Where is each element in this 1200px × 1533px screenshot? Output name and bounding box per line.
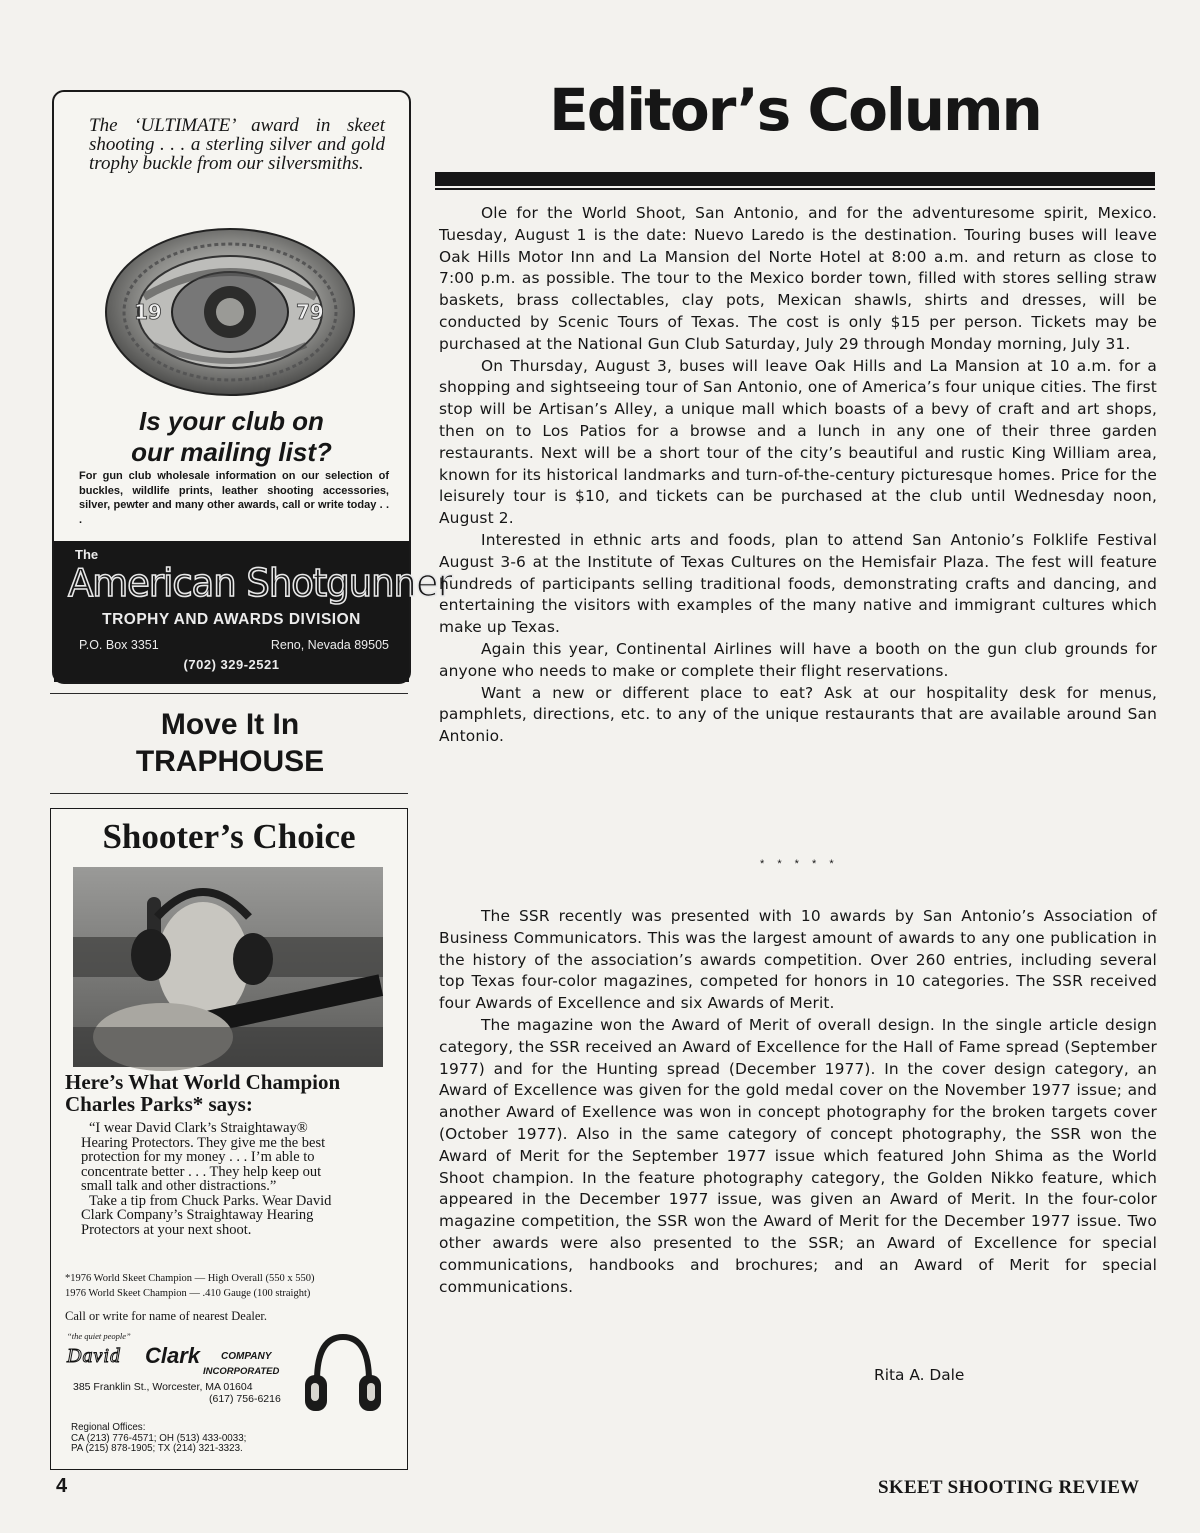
champion-subtitle-line2: Charles Parks* says: (65, 1092, 253, 1116)
editors-column-heading: Editor’s Column (549, 76, 1041, 144)
clark-phone: (617) 756-6216 (209, 1393, 281, 1405)
shotgunner-address (79, 638, 389, 652)
paragraph: The magazine won the Award of Merit of overall design. In the single article design category, the SSR received an Award of Excellence for the Hall of Fame spread (September 1977) and for the Hunting spread (December 1977). In the cover design category, an Award of Excellence was given for the gold medal cover on the November 1977 issue; and another Award of Exellence was won in concept photography for the broken targets cover (October 1977). Also in the same category of concept photography, the SSR won the Award of Merit for the September 1977 issue which featured John Shima as the World Shoot champion. In the feature photography category, the Golden Nikko feature, which appeared in the December 1977 issue, was given an Award of Merit. In the four-color magazine competition, the SSR won the Award of Merit for the December 1977 issue. Two other awards were also presented to the SSR; an Award of Excellence for special communications, handbooks and brochures; and an Award of Merit for special communications. (439, 1015, 1157, 1296)
buckle-year-right: 79 (296, 300, 324, 324)
paragraph: Ole for the World Shoot, San Antonio, and for the adventuresome spirit, Mexico. Tuesday, August 1 is the date: Nuevo Laredo is the destination. Touring buses will leave Oak Hills Motor Inn and La Mansion del Norte Hotel at 8:00 a.m. and return as close to 7:00 p.m. as possible. The tour to the Mexico border town, filled with stores selling straw baskets, brass collectables, clay pots, Mexican shawls, shirts and dresses, will be conducted by Scenic Tours of Texas. The cost is only $15 per person. Tickets may be purchased at the National Gun Club Saturday, July 29 through Monday morning, July 31. (439, 204, 1157, 353)
american-shotgunner-logo: American Shotgunner (68, 561, 452, 605)
traphouse-notice (50, 706, 410, 780)
article-part-1 (439, 203, 1157, 748)
shooters-choice-title: Shooter’s Choice (102, 817, 356, 856)
regional-line2: PA (215) 878-1905; TX (214) 321-3323. (71, 1443, 243, 1454)
paragraph: On Thursday, August 3, buses will leave Oak Hills and La Mansion at 10 a.m. for a shopping and sightseeing tour of San Antonio, one of America’s four unique cities. The first stop will be Artisan’s Alley, a unique mall which boasts of a bevy of craft and art shops, then on to Los Patios for a browse and a lunch in any one of their three garden restaurants. Next will be a short tour of the city’s beautiful and rustic King William area, known for its historical landmarks and turn-of-the-century picturesque homes. Price for the leisurely tour is $10, and tickets can be purchased at the club until Wednesday noon, August 2. (439, 356, 1157, 528)
brand-david: David (67, 1345, 121, 1367)
brand-prefix: The (75, 547, 99, 562)
shotgunner-phone: (702) 329-2521 (183, 657, 280, 672)
heading-rule-thin (435, 188, 1155, 190)
buckle-ad-headline (54, 406, 409, 468)
footnote-2: 1976 World Skeet Champion — .410 Gauge (100 straight) (65, 1288, 311, 1299)
brand-incorporated: INCORPORATED (203, 1366, 280, 1377)
publication-footer: SKEET SHOOTING REVIEW (878, 1477, 1140, 1498)
buckle-ad-headline-line1: Is your club on (139, 406, 324, 436)
regional-line1: CA (213) 776-4571; OH (513) 433-0033; (71, 1432, 247, 1444)
clark-address: 385 Franklin St., Worcester, MA 01604 (73, 1381, 253, 1393)
buckle-advertisement (52, 90, 452, 684)
divider-bottom (50, 793, 408, 794)
notice-line1: Move It In (160, 708, 300, 741)
dealer-callout: Call or write for name of nearest Dealer. (65, 1309, 267, 1323)
champion-footnotes (65, 1271, 395, 1301)
champion-quote (81, 1121, 351, 1237)
brand-clark: Clark (145, 1343, 201, 1368)
buckle-ad-headline-line2: our mailing list? (131, 437, 332, 467)
ear-muffs-icon (301, 1331, 385, 1415)
city: Reno, Nevada 89505 (270, 638, 389, 652)
paragraph: Interested in ethnic arts and foods, plan to attend San Antonio’s Folklife Festival August 3-6 at the Institute of Texas Cultures on the Hemisfair Plaza. The fest will feature hundreds of participants selling traditional foods, demonstrating crafts and dancing, and entertaining the visitors with examples of the many native and immigrant cultures which make up Texas. (439, 530, 1157, 637)
paragraph: Want a new or different place to eat? Ask at our hospitality desk for menus, pamphlets, directions, etc. to any of the unique restaurants that are available around San Antonio. (439, 683, 1157, 746)
quote-text: “I wear David Clark’s Straightaway® Hearing Protectors. They give me the best protection for my money . . . I’m able to concentrate better . . . They help keep out small talk and other distractions.” (81, 1120, 326, 1194)
buckle-ad-intro: The ‘ULTIMATE’ award in skeet shooting . . . a sterling silver and gold trophy buckle from our silversmiths. (89, 115, 385, 174)
buckle-ad-body: For gun club wholesale information on our selection of buckles, wildlife prints, leather shooting accessories, silver, pewter and many other awards, call or write today . . . (79, 470, 389, 526)
tip-text: Take a tip from Chuck Parks. Wear David Clark Company’s Straightaway Hearing Protectors at your next shoot. (81, 1192, 332, 1238)
author-signature: Rita A. Dale (874, 1366, 965, 1384)
notice-line2: TRAPHOUSE (135, 745, 325, 778)
trophy-division: TROPHY AND AWARDS DIVISION (102, 611, 361, 628)
paragraph: The SSR recently was presented with 10 awards by San Antonio’s Association of Business Communicators. This was the largest amount of awards to any one publication in the history of the association’s awards competition. Over 260 entries, including several top Texas four-color magazines, competed for honors in 10 categories. The SSR received four Awards of Excellence and six Awards of Merit. (439, 907, 1157, 1013)
trophy-buckle-image (104, 227, 356, 397)
divider-top (50, 693, 408, 694)
hearing-protector-advertisement (50, 808, 408, 1470)
champion-photo (73, 867, 383, 1067)
champion-subtitle (65, 1071, 405, 1115)
champion-subtitle-line1: Here’s What World Champion (65, 1070, 341, 1094)
page-number: 4 (56, 1475, 68, 1497)
section-separator: * * * * * (760, 858, 839, 870)
regional-offices (71, 1423, 401, 1455)
heading-rule-thick (435, 172, 1155, 186)
po-box: P.O. Box 3351 (79, 638, 159, 652)
buckle-year-left: 19 (134, 300, 162, 324)
regional-label: Regional Offices: (71, 1422, 146, 1433)
paragraph: Again this year, Continental Airlines will have a booth on the gun club grounds for anyone who needs to make or complete their flight reservations. (439, 639, 1157, 680)
slogan: “the quiet people” (67, 1331, 131, 1341)
brand-company: COMPANY (221, 1351, 272, 1362)
american-shotgunner-band (54, 541, 452, 682)
footnote-1: *1976 World Skeet Champion — High Overall (550 x 550) (65, 1273, 315, 1284)
article-part-2 (439, 906, 1157, 1298)
